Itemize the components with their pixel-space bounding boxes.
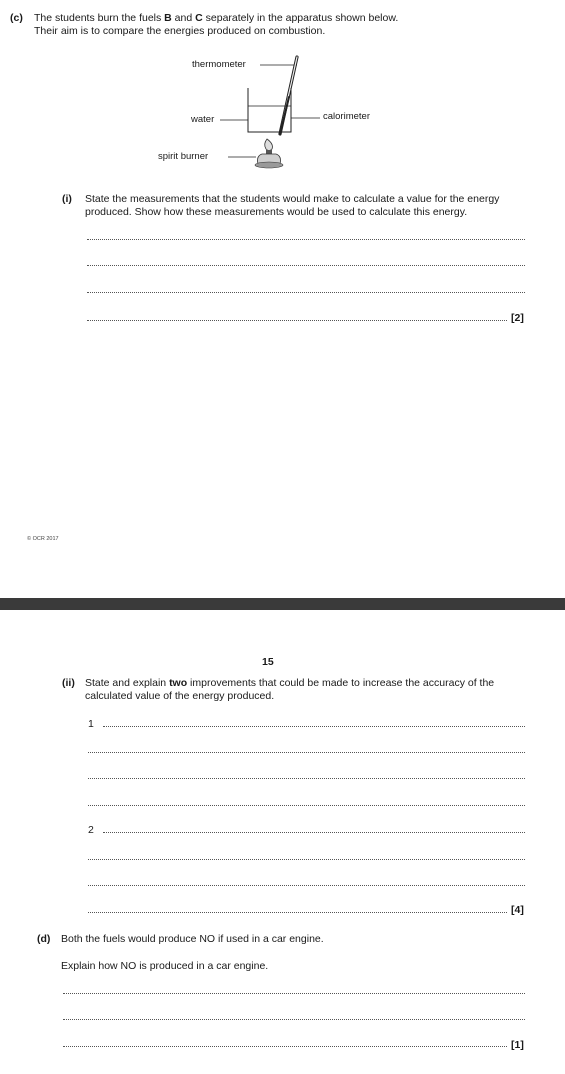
item-number-1: 1 (88, 718, 94, 730)
answer-line[interactable] (87, 239, 525, 240)
page-number: 15 (262, 656, 274, 668)
q-ii-line1 (85, 677, 494, 690)
answer-line[interactable] (63, 993, 525, 994)
answer-line[interactable] (103, 726, 525, 727)
q-i-marks: [2] (511, 312, 524, 324)
answer-line[interactable] (88, 885, 525, 886)
part-c-text: and (171, 12, 196, 24)
answer-line[interactable] (103, 832, 525, 833)
part-c-line2: Their aim is to compare the energies produced on combustion. (34, 25, 326, 37)
spirit-burner-icon (255, 139, 283, 168)
q-i-label: (i) (62, 193, 72, 205)
q-i-line1: State the measurements that the students would make to calculate a value for the energy (85, 193, 500, 205)
answer-line[interactable] (88, 912, 507, 913)
q-ii-label: (ii) (62, 677, 75, 689)
copyright: © OCR 2017 (27, 536, 59, 542)
part-c-text: separately in the apparatus shown below. (202, 12, 399, 24)
page-divider (0, 598, 565, 610)
q-ii-bold-two: two (169, 677, 188, 689)
q-ii-text: State and explain (85, 677, 170, 689)
answer-line[interactable] (88, 778, 525, 779)
spirit-burner-label: spirit burner (158, 151, 209, 162)
q-i-line2: produced. Show how these measurements would be used to calculate this energy. (85, 206, 468, 218)
part-d-line2: Explain how NO is produced in a car engine. (61, 960, 269, 972)
water-label: water (191, 114, 215, 125)
answer-line[interactable] (63, 1019, 525, 1020)
answer-line[interactable] (63, 1046, 507, 1047)
part-c-line1 (34, 12, 398, 25)
answer-line[interactable] (88, 805, 525, 806)
part-c-label: (c) (10, 12, 23, 24)
answer-line[interactable] (88, 859, 525, 860)
q-ii-text: improvements that could be made to increase the accuracy of the (187, 677, 495, 689)
q-ii-marks: [4] (511, 904, 524, 916)
answer-line[interactable] (87, 292, 525, 293)
q-ii-line2: calculated value of the energy produced. (85, 690, 275, 702)
answer-line[interactable] (88, 752, 525, 753)
item-number-2: 2 (88, 824, 94, 836)
answer-line[interactable] (87, 265, 525, 266)
part-d-label: (d) (37, 933, 51, 945)
calorimeter-label: calorimeter (323, 111, 370, 122)
thermometer-label: thermometer (192, 59, 246, 70)
apparatus-diagram (150, 52, 390, 177)
answer-line[interactable] (87, 320, 507, 321)
part-d-marks: [1] (511, 1039, 524, 1051)
thermometer-icon (280, 57, 297, 134)
part-c-text: The students burn the fuels (34, 12, 165, 24)
fuel-b: B (164, 12, 172, 24)
fuel-c: C (195, 12, 203, 24)
part-d-line1: Both the fuels would produce NO if used in a car engine. (61, 933, 324, 945)
